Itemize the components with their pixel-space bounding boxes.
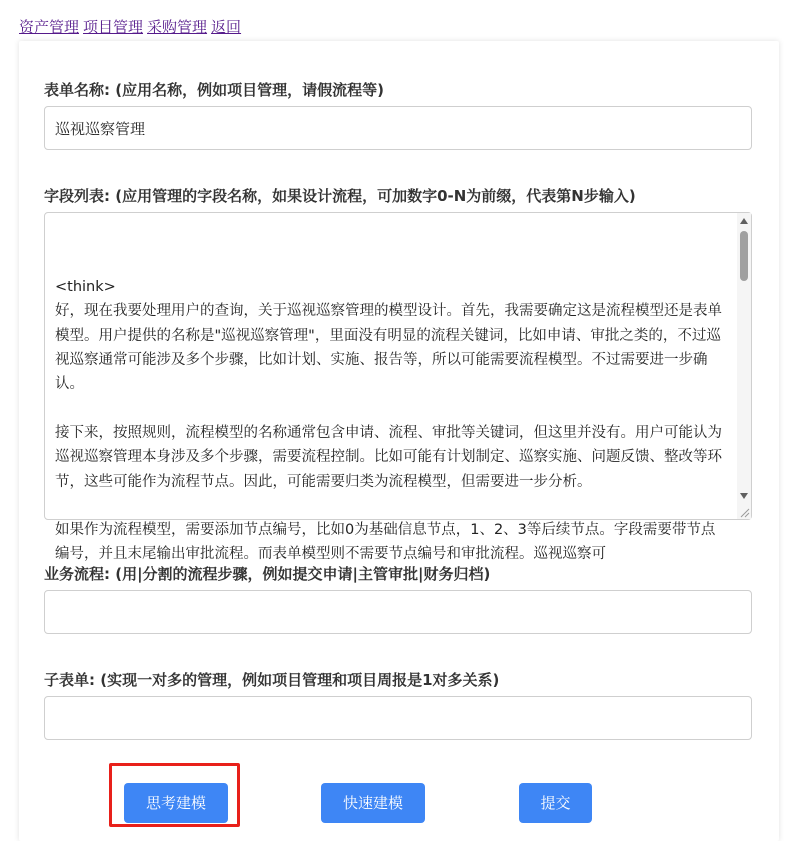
nav-link-asset-management[interactable]: 资产管理: [19, 18, 80, 36]
form-name-input[interactable]: [44, 106, 752, 150]
nav-link-back[interactable]: 返回: [211, 18, 242, 36]
submit-button[interactable]: 提交: [519, 783, 592, 823]
fields-list-label: 字段列表: (应用管理的字段名称，如果设计流程，可加数字0-N为前缀，代表第N步输入): [44, 187, 636, 205]
fields-list-textarea[interactable]: [44, 212, 752, 563]
workflow-label: 业务流程: (用|分割的流程步骤，例如提交申请|主管审批|财务归档): [44, 565, 491, 583]
textarea-scrollbar[interactable]: [737, 213, 751, 519]
form-card: [19, 41, 779, 841]
think-tag-text: <think>: [55, 278, 116, 295]
fields-paragraph: 接下来，按照规则，流程模型的名称通常包含申请、流程、审批等关键词，但这里并没有。用户可能认为巡视巡察管理本身涉及多个步骤，需要流程控制。比如可能有计划制定、巡察实施、问题反馈、整改等环节，这些可能作为流程节点。因此，可能需要归类为流程模型，但需要进一步分析。: [55, 424, 722, 490]
subform-label: 子表单: (实现一对多的管理，例如项目管理和项目周报是1对多关系): [44, 671, 500, 689]
scroll-down-arrow-icon[interactable]: [740, 493, 748, 499]
scrollbar-thumb[interactable]: [740, 231, 748, 281]
fields-paragraph: 好，现在我要处理用户的查询，关于巡视巡察管理的模型设计。首先，我需要确定这是流程模型还是表单模型。用户提供的名称是"巡视巡察管理"，里面没有明显的流程关键词，比如申请、审批之类的，不过巡视巡察通常可能涉及多个步骤，比如计划、实施、报告等，所以可能需要流程模型。不过需要进一步确认。: [55, 303, 722, 393]
top-nav: [19, 17, 245, 37]
nav-link-project-management[interactable]: 项目管理: [83, 18, 144, 36]
think-model-button[interactable]: 思考建模: [124, 783, 228, 823]
nav-link-procurement-management[interactable]: 采购管理: [147, 18, 208, 36]
fields-paragraph: 如果作为流程模型，需要添加节点编号，比如0为基础信息节点，1、2、3等后续节点。字段需要带节点编号，并且末尾输出审批流程。而表单模型则不需要节点编号和审批流程。巡视巡察可: [55, 522, 716, 563]
quick-model-button[interactable]: 快速建模: [321, 783, 425, 823]
scroll-up-arrow-icon[interactable]: [740, 218, 748, 224]
workflow-input[interactable]: [44, 590, 752, 634]
subform-input[interactable]: [44, 696, 752, 740]
resize-grip-icon[interactable]: [738, 506, 750, 518]
form-name-label: 表单名称: (应用名称，例如项目管理，请假流程等): [44, 81, 384, 99]
